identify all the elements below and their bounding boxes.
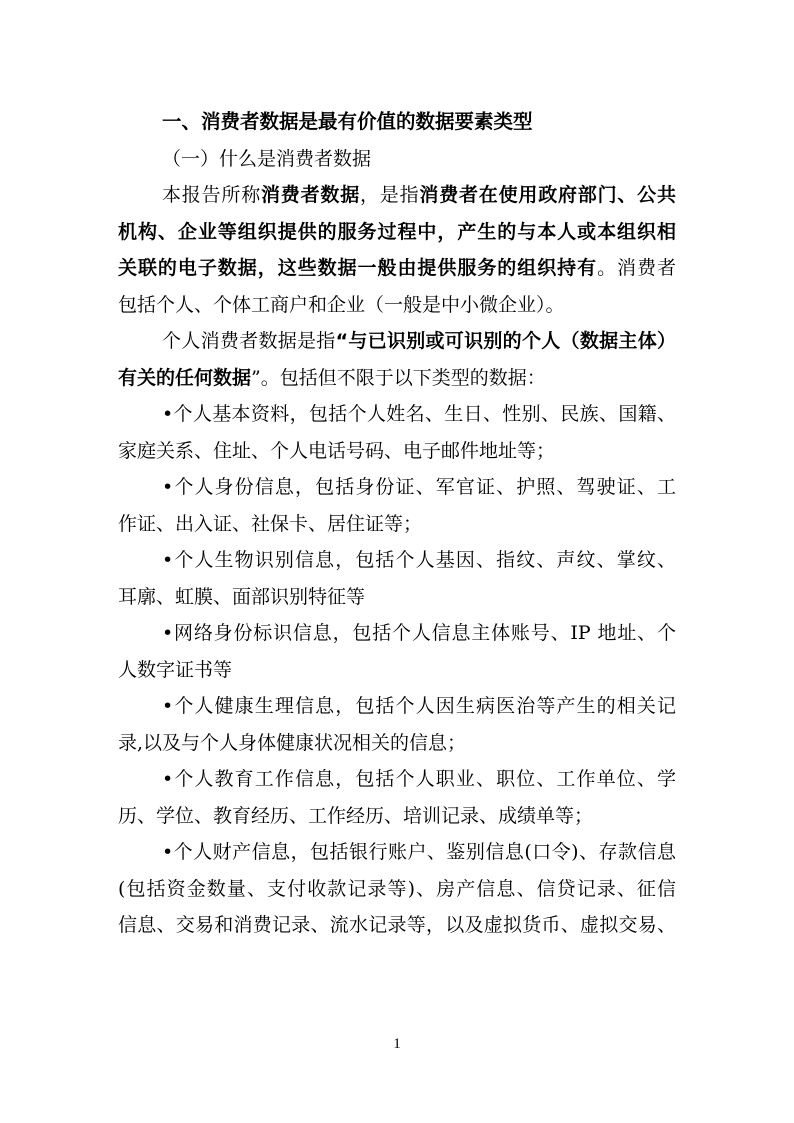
bullet-item-line: 耳廓、虹膜、面部识别特征等 (118, 585, 366, 608)
page-number: 1 (393, 1036, 401, 1052)
bullet-item-line: 作证、出入证、社保卡、居住证等； (118, 512, 423, 535)
bullet-item-line: 信息、交易和消费记录、流水记录等，以及虚拟货币、虚拟交易、 (118, 914, 676, 936)
definition-text: 消费者在使用政府部门、公共 (419, 184, 676, 206)
definition-quote: “与已识别或可识别的个人（数据主体） (335, 330, 676, 352)
bullet-item-line: •个人身份信息，包括身份证、军官证、护照、驾驶证、工 (162, 476, 676, 498)
paragraph-line (118, 177, 676, 214)
paragraph-line (118, 250, 676, 287)
bullet-item-line: (包括资金数量、支付收款记录等)、房产信息、信贷记录、征信 (118, 877, 676, 900)
section-heading: 一、消费者数据是最有价值的数据要素类型 (162, 110, 533, 133)
paragraph-line: 机构、企业等组织提供的服务过程中，产生的与本人或本组织相 (118, 220, 676, 243)
definition-text: 关联的电子数据，这些数据一般由提供服务的组织持有 (118, 257, 598, 279)
bullet-item-line: •个人生物识别信息，包括个人基因、指纹、声纹、掌纹、 (162, 549, 676, 571)
text-run: ”。包括但不限于以下类型的数据： (251, 366, 546, 389)
paragraph-line (118, 323, 676, 360)
definition-quote: 有关的任何数据 (118, 366, 252, 389)
text-run: 。消费者 (597, 257, 676, 279)
bullet-item-line: 录,以及与个人身体健康状况相关的信息； (118, 731, 467, 754)
text-run: 个人消费者数据是指 (162, 330, 336, 352)
document-body (118, 104, 676, 944)
bullet-item-line: •网络身份标识信息，包括个人信息主体账号、IP 地址、个 (162, 622, 676, 644)
bullet-item-line: •个人基本资料，包括个人姓名、生日、性别、民族、国籍、 (162, 403, 676, 425)
bullet-item-line: •个人财产信息，包括银行账户、鉴别信息(口令)、存款信息 (162, 841, 676, 863)
bullet-item-line: 家庭关系、住址、个人电话号码、电子邮件地址等； (118, 439, 556, 462)
term-consumer-data: 消费者数据 (261, 184, 360, 206)
subsection-heading: （一）什么是消费者数据 (162, 147, 372, 170)
paragraph-line (118, 360, 676, 397)
bullet-item-line: •个人教育工作信息，包括个人职业、职位、工作单位、学 (162, 768, 676, 790)
paragraph-line: 包括个人、个体工商户和企业（一般是中小微企业）。 (118, 293, 565, 316)
bullet-item-line: 人数字证书等 (118, 658, 233, 681)
bullet-item-line: •个人健康生理信息，包括个人因生病医治等产生的相关记 (162, 695, 676, 717)
bullet-item-line: 历、学位、教育经历、工作经历、培训记录、成绩单等； (118, 804, 594, 827)
text-run: 本报告所称 (162, 184, 261, 206)
text-run: ，是指 (360, 184, 420, 206)
